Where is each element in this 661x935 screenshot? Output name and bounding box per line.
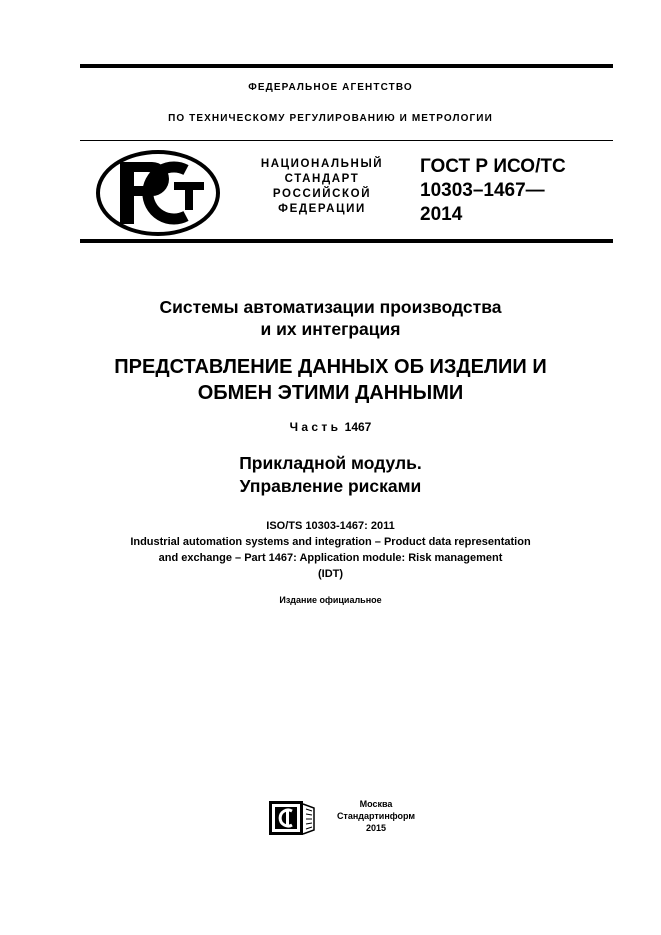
gost-line: 2014 bbox=[420, 204, 463, 225]
gost-line: ГОСТ Р ИСО/ТС bbox=[420, 156, 566, 177]
agency-divider bbox=[80, 140, 613, 141]
gost-line: 10303–1467— bbox=[420, 180, 545, 201]
standard-label bbox=[232, 157, 412, 217]
publisher-name: Стандартинформ bbox=[336, 811, 416, 821]
standard-label-line: ФЕДЕРАЦИИ bbox=[278, 203, 366, 215]
series-title-line-1: Системы автоматизации производства bbox=[159, 297, 502, 317]
edition-label: Издание официальное bbox=[279, 595, 382, 605]
agency-line-2: ПО ТЕХНИЧЕСКОМУ РЕГУЛИРОВАНИЮ И МЕТРОЛОГИИ bbox=[168, 113, 493, 124]
iso-reference: ISO/TS 10303-1467: 2011 bbox=[266, 520, 395, 532]
publisher-block bbox=[326, 798, 426, 834]
module-title-line-2: Управление рисками bbox=[239, 476, 422, 496]
iso-idt: (IDT) bbox=[317, 568, 344, 580]
publisher-year: 2015 bbox=[365, 823, 387, 833]
iso-title-line-2: and exchange – Part 1467: Application module: Risk management bbox=[158, 552, 503, 564]
rst-certification-logo-icon bbox=[96, 150, 220, 236]
publisher-city: Москва bbox=[359, 799, 393, 809]
part-number: Ч а с т ь 1467 bbox=[289, 420, 372, 434]
main-title-line-1: ПРЕДСТАВЛЕНИЕ ДАННЫХ ОБ ИЗДЕЛИИ И bbox=[114, 356, 547, 378]
series-title-line-2: и их интеграция bbox=[260, 319, 401, 339]
main-title-line-2: ОБМЕН ЭТИМИ ДАННЫМИ bbox=[197, 382, 464, 404]
standard-label-line: СТАНДАРТ bbox=[284, 173, 360, 185]
gost-designation bbox=[420, 155, 620, 227]
agency-line-1: ФЕДЕРАЛЬНОЕ АГЕНТСТВО bbox=[248, 82, 413, 93]
top-rule bbox=[80, 64, 613, 68]
iso-title-line-1: Industrial automation systems and integration – Product data representation bbox=[130, 536, 531, 548]
standard-label-line: РОССИЙСКОЙ bbox=[272, 188, 372, 200]
standartinform-logo-icon bbox=[268, 800, 316, 836]
header-bottom-rule bbox=[80, 239, 613, 243]
standard-label-line: НАЦИОНАЛЬНЫЙ bbox=[260, 158, 384, 170]
module-title-line-1: Прикладной модуль. bbox=[239, 453, 422, 473]
